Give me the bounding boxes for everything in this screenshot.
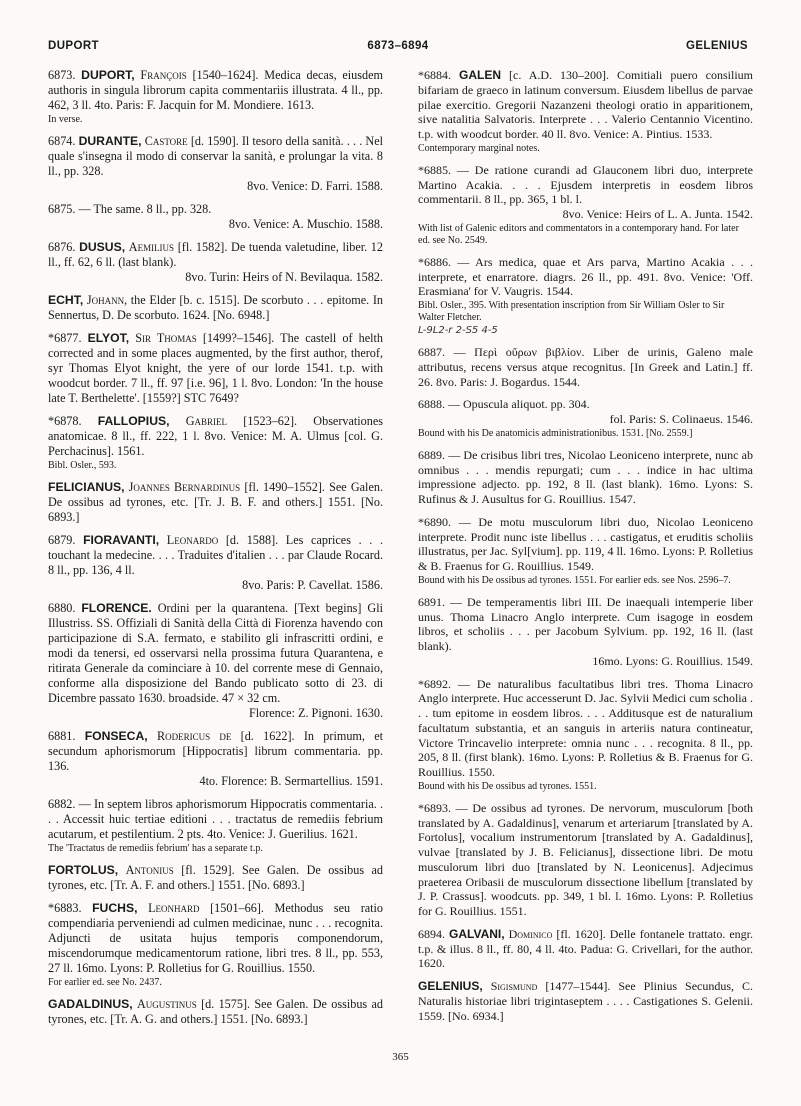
entry-forename: Johann, [86,293,128,307]
entry-note: Bibl. Osler., 593. [48,460,117,471]
catalogue-entry [48,480,383,525]
catalogue-entry [418,801,753,919]
catalogue-entry [418,163,753,247]
entry-number: 6873. [48,68,76,82]
entry-author: FALLOPIUS, [97,414,170,428]
entry-number: *6886. [418,254,451,269]
entry-author: GALVANI, [449,926,505,941]
entry-author: GADALDINUS, [48,997,133,1011]
entry-body: — The same. 8 ll., pp. 328. [78,202,212,216]
entry-imprint: fol. Paris: S. Colinaeus. 1546. [609,412,753,426]
entry-body: — Ars medica, quae et Ars parva, Martino Acakia . . . interprete, et enarratore. diagrs. 26 ll., pp. 491. 8vo. Venice: 'Off. Erasmiana' for V. Vaugris. 1544. [418,254,753,299]
entry-body: — De motu musculorum libri duo, Nicolao Leoniceno interprete. Prodit nunc iste libellus . . . castigatus, et eruditis scholiis illustratus, per Jac. Syl[vium]. pp. 119, 4 ll. 16mo. Lyons: P. Rolletius & B. Fraenus for G. Rouillius. 1549. [418,514,754,573]
entry-body: the Elder [b. c. 1515]. De scorbuto . . . epitome. In Sennertus, D. De scorbuto. 1624. [No. 6948.] [48,293,384,322]
entry-body: [d. 1622]. In primum, et secundum aphorismorum [Hippocratis] librum commentaria. pp. 136. [48,729,384,773]
entry-number: *6885. [418,162,451,177]
right-column [418,68,753,1031]
catalogue-entry [418,397,753,440]
entry-forename: Leonardo [166,533,219,547]
entry-author: DUPORT, [81,68,135,82]
entry-note: With list of Galenic editors and commentators in a contemporary hand. For later ed. see No. 2549. [418,222,739,246]
left-column [48,68,383,1035]
catalogue-entry [418,595,753,669]
entry-number: *6883. [48,901,82,915]
entry-author: FONSECA, [84,729,148,743]
entry-imprint: Florence: Z. Pignoni. 1630. [248,706,383,720]
catalogue-entry [48,601,383,721]
catalogue-entry [418,979,753,1023]
entry-imprint: 8vo. Venice: A. Muschio. 1588. [228,217,383,231]
entry-author: DURANTE, [78,134,142,148]
entry-body: [1523–62]. Observationes anatomicae. 8 ll., ff. 222, 1 l. 8vo. Venice: M. A. Ulmus [col. G. Perchacinus]. 1561. [48,414,384,458]
entry-note: Bound with his De anatomicis administrationibus. 1531. [No. 2559.] [418,427,693,439]
entry-forename: Dominico [508,926,553,941]
page-number: 365 [392,1051,409,1063]
entry-number: *6892. [418,676,451,691]
entry-imprint: 8vo. Venice: Heirs of L. A. Junta. 1542. [562,207,753,221]
entry-note: For earlier ed. see No. 2437. [48,977,162,988]
catalogue-entry [48,729,383,789]
entry-number: *6893. [418,800,451,815]
entry-number: *6877. [48,331,82,345]
entry-body: — Περὶ οὔρων βιβλίον. Liber de urinis, Galeno male attributus, recens versus atque recognitus. [In Greek and Latin.] ff. 26. 8vo. Paris: J. Bogardus. 1544. [418,345,753,389]
entry-number: *6884. [418,68,451,82]
entry-number: 6876. [48,240,76,254]
entry-forename: Leonhard [148,901,200,915]
entry-forename: Rodericus de [156,729,232,743]
entry-imprint: 4to. Florence: B. Sermartellius. 1591. [199,774,383,788]
entry-number: 6879. [48,533,76,547]
entry-body: [c. A.D. 130–200]. Comitiali puero consilium bifariam de graeco in latinum conversum. Eiusdem libellus de parvae pilae exercitio. Gregorii Nazanzeni theologi oratio in apparitionem, sive natalitia Salvatoris. Interprete . . . Valerio Centannio Vicentino. t.p. with woodcut border. 40 ll. 8vo. Venice: A. Pintius. 1533. [418,68,754,141]
entry-forename: Sigismund [490,979,538,993]
catalogue-entry [48,240,383,285]
catalogue-entry [48,68,383,126]
entry-author: FLORENCE. [81,601,152,615]
catalogue-entry [48,134,383,194]
entry-author: FORTOLUS, [48,863,119,877]
entry-forename: Augustinus [136,997,197,1011]
entry-author: FIORAVANTI, [83,533,160,547]
entry-body: — Opuscula aliquot. pp. 304. [448,397,590,412]
entry-number: 6887. [418,345,445,359]
entry-author: DUSUS, [79,240,126,254]
running-head [48,40,748,54]
entry-note: Bound with his De ossibus ad tyrones. 1551. For earlier eds. see Nos. 2596–7. [418,574,731,586]
entry-imprint: 8vo. Venice: D. Farri. 1588. [247,179,383,193]
entry-note: Contemporary marginal notes. [418,142,540,154]
entry-body: — In septem libros aphorismorum Hippocratis commentaria. . . . Accessit huic tertiae editioni . . . tractatus de remediis febrium acutarum, et pestilentium. 2 pts. 4to. Venice: J. Guerilius. 1621. [48,797,384,841]
entry-imprint: 8vo. Turin: Heirs of N. Bevilaqua. 1582. [185,270,383,284]
entry-number: 6882. [48,797,76,811]
entry-number: 6891. [418,594,445,609]
entry-body: [d. 1575]. See Galen. De ossibus ad tyrones, etc. [Tr. A. G. and others.] 1551. [No. 6893.] [48,997,383,1026]
entry-forename: Antonius [125,863,174,877]
catalogue-entry [48,997,383,1027]
entry-author: ECHT, [48,293,84,307]
entry-body: — De temperamentis libri III. De inaequali intemperie liber unus. Thoma Linacro Anglo interprete. Cum isagoge in eosdem libros, et scholiis . . . per Jacobum Sylvium. pp. 192, 16 ll. (last blank). [418,594,753,653]
entry-author: GALEN [459,68,502,82]
entry-number: *6878. [48,414,82,428]
entry-body: [fl. 1490–1552]. See Galen. De ossibus ad tyrones, etc. [Tr. J. B. F. and others.] 1551. [No. 6893.] [48,480,383,524]
entry-note: Bound with his De ossibus ad tyrones. 1551. [418,780,597,792]
catalogue-entry [48,293,383,323]
catalogue-entry [48,797,383,855]
entry-body: [fl. 1582]. De tuenda valetudine, liber. 12 ll., ff. 62, 6 ll. (last blank). [48,240,383,269]
entry-body: [1501–66]. Methodus seu ratio compendiaria perveniendi ad culmen medicinae, nunc . . . recognita. Adjuncti de usitata hujus temporis componendorum, miscendorumque medicamentorum ratione, libri tres. 8 ll., pp. 553, 27 ll. 16mo. Lyons: P. Rolletius for G. Rouillius. 1550. [48,901,384,975]
entry-number: *6890. [418,514,451,529]
catalogue-entry [48,863,383,893]
entry-body: — De naturalibus facultatibus libri tres. Thoma Linacro Anglo interprete. Huc accesserunt D. Jac. Sylvii Medici cum scholia . . . tum epitome in eosdem libros. . . . Additusque est de naturalium facultatum substantia, et an sanguis in arteriis natura contineatur, Victore Trincavelio interprete: omnia nunc . . . recognita. 8 ll., pp. 205, 8 ll. (first blank). 16mo. Lyons: P. Rolletius & B. Fraenus for G. Rouillius. 1550. [418,676,754,779]
running-head-right: GELENIUS [686,40,748,52]
entry-forename: Gabriel [185,414,228,428]
catalogue-entry [418,255,753,337]
entry-body: [fl. 1620]. Delle fontanele trattato. engr. t.p. & illus. 8 ll., ff. 80, 4 ll. 4to. Padua: G. Crivellari, for the author. 1620. [418,926,754,971]
entry-body: — De ossibus ad tyrones. De nervorum, musculorum [both translated by A. Gadaldinus], venarum et arteriarum [translated by A. Fortolus], vocalium instrumentorum [translated by A. Gadaldinus], vulvae [translated by J. B. Felicianus], dissectione libri. De motu musculorum libri duo [translated by N. Leonicenus]. Adjecimus praeterea Oribasii de musculorum dissectione libellum [translated by J. P. Crassus]. woodcuts. pp. 349, 1 bl. l. 16mo. Lyons: P. Rolletius for G. Rouillius. 1551. [418,800,753,918]
catalogue-entry [48,414,383,472]
catalogue-entry [418,68,753,155]
catalogue-entry [418,927,753,971]
catalogue-entry [48,533,383,593]
entry-forename: François [140,68,187,82]
catalogue-entry [418,345,753,389]
entry-author: ELYOT, [87,331,130,345]
entry-author: GELENIUS, [418,979,483,993]
entry-note: In verse. [48,114,83,125]
entry-forename: Joannes Bernardinus [128,480,241,494]
entry-number: 6875. [48,202,76,216]
entry-body: [d. 1590]. Il tesoro della sanità. . . . Nel quale s'insegna il modo di conservar la sanità, e prolungar la vita. 8 ll., pp. 328. [48,134,384,178]
entry-author: FELICIANUS, [48,480,125,494]
handwritten-annotation: L-9L2-r 2-S5 4-5 [418,325,498,336]
entry-number: 6880. [48,601,76,615]
entry-author: FUCHS, [92,901,138,915]
entry-number: 6894. [418,926,445,941]
catalogue-entry [418,677,753,793]
catalogue-entry [418,448,753,507]
entry-forename: Aemilius [128,240,175,254]
entry-number: 6889. [418,447,445,462]
running-head-left: DUPORT [48,40,99,52]
entry-imprint: 16mo. Lyons: G. Rouillius. 1549. [592,653,753,668]
entry-number: 6874. [48,134,76,148]
catalogue-entry [48,331,383,406]
entry-body: — De ratione curandi ad Glauconem libri duo, interprete Martino Acakia. . . . Ejusdem interpretis in eosdem libros commentarii. 8 ll., pp. 365, 1 bl. l. [418,162,754,207]
catalogue-entry [418,515,753,587]
catalogue-entry [48,202,383,232]
entry-body: [1477–1544]. See Plinius Secundus, C. Naturalis historiae libri trigintaseptem . . . . Castigationes S. Gelenii. 1559. [No. 6934.] [418,979,754,1023]
entry-forename: Sir Thomas [135,331,197,345]
entry-body: [d. 1588]. Les caprices . . . touchant la medecine. . . . Traduites d'italien . . . par Claude Rocard. 8 ll., pp. 136, 4 ll. [48,533,384,577]
entry-body: [1540–1624]. Medica decas, eiusdem authoris in singula librorum capita commentariis illustrata. 4 ll., pp. 462, 3 ll. 4to. Paris: F. Jacquin for M. Mondiere. 1613. [48,68,383,112]
entry-number: 6888. [418,397,445,412]
entry-number: 6881. [48,729,76,743]
entry-body: [fl. 1529]. See Galen. De ossibus ad tyrones, etc. [Tr. A. F. and others.] 1551. [No. 6893.] [48,863,384,892]
entry-imprint: 8vo. Paris: P. Cavellat. 1586. [242,578,383,592]
entry-body: [1499?–1546]. The castell of helth corrected and in some places augmented, by the first author, therof, syr Thomas Elyot knight, the yere of our lorde 1541. t.p. with woodcut border. 7 ll., ff. 97 [i.e. 96], 1 l. 8vo. London: 'In the house late T. Berthelette'. [1559?] STC 7649? [48,331,383,405]
running-head-range: 6873–6894 [367,40,429,52]
entry-forename: Castore [144,134,188,148]
entry-body: Ordini per la quarantena. [Text begins] Gli Illustriss. SS. Offiziali di Sanità della Città di Fiorenza havendo con participazione di S.A. fermato, e stabilito gli infrascritti ordini, e modi da tenersi, ed osservarsi nella prossima futura Quarantena, e ritirata Generale da cominciare à 10. del corrente mese di Gennaio, conforme alla disposizione del Bando publicato sotto di 23. di Dicembre passato 1630. broadside. 47 × 32 cm. [48,601,383,705]
entry-note: The 'Tractatus de remediis febrium' has a separate t.p. [48,843,263,854]
entry-note: Bibl. Osler., 395. With presentation inscription from Sir William Osler to Sir Walter Fletcher. [418,300,725,323]
entry-body: — De crisibus libri tres, Nicolao Leoniceno interprete, nunc ab omnibus . . . mendis repurgati; cum . . . indice in hac ultima impressione adjecto. pp. 192, 8 ll. (last blank). 16mo. Lyons: S. Rufinus & J. Ausultus for G. Rouillius. 1547. [418,447,754,506]
catalogue-entry [48,901,383,989]
